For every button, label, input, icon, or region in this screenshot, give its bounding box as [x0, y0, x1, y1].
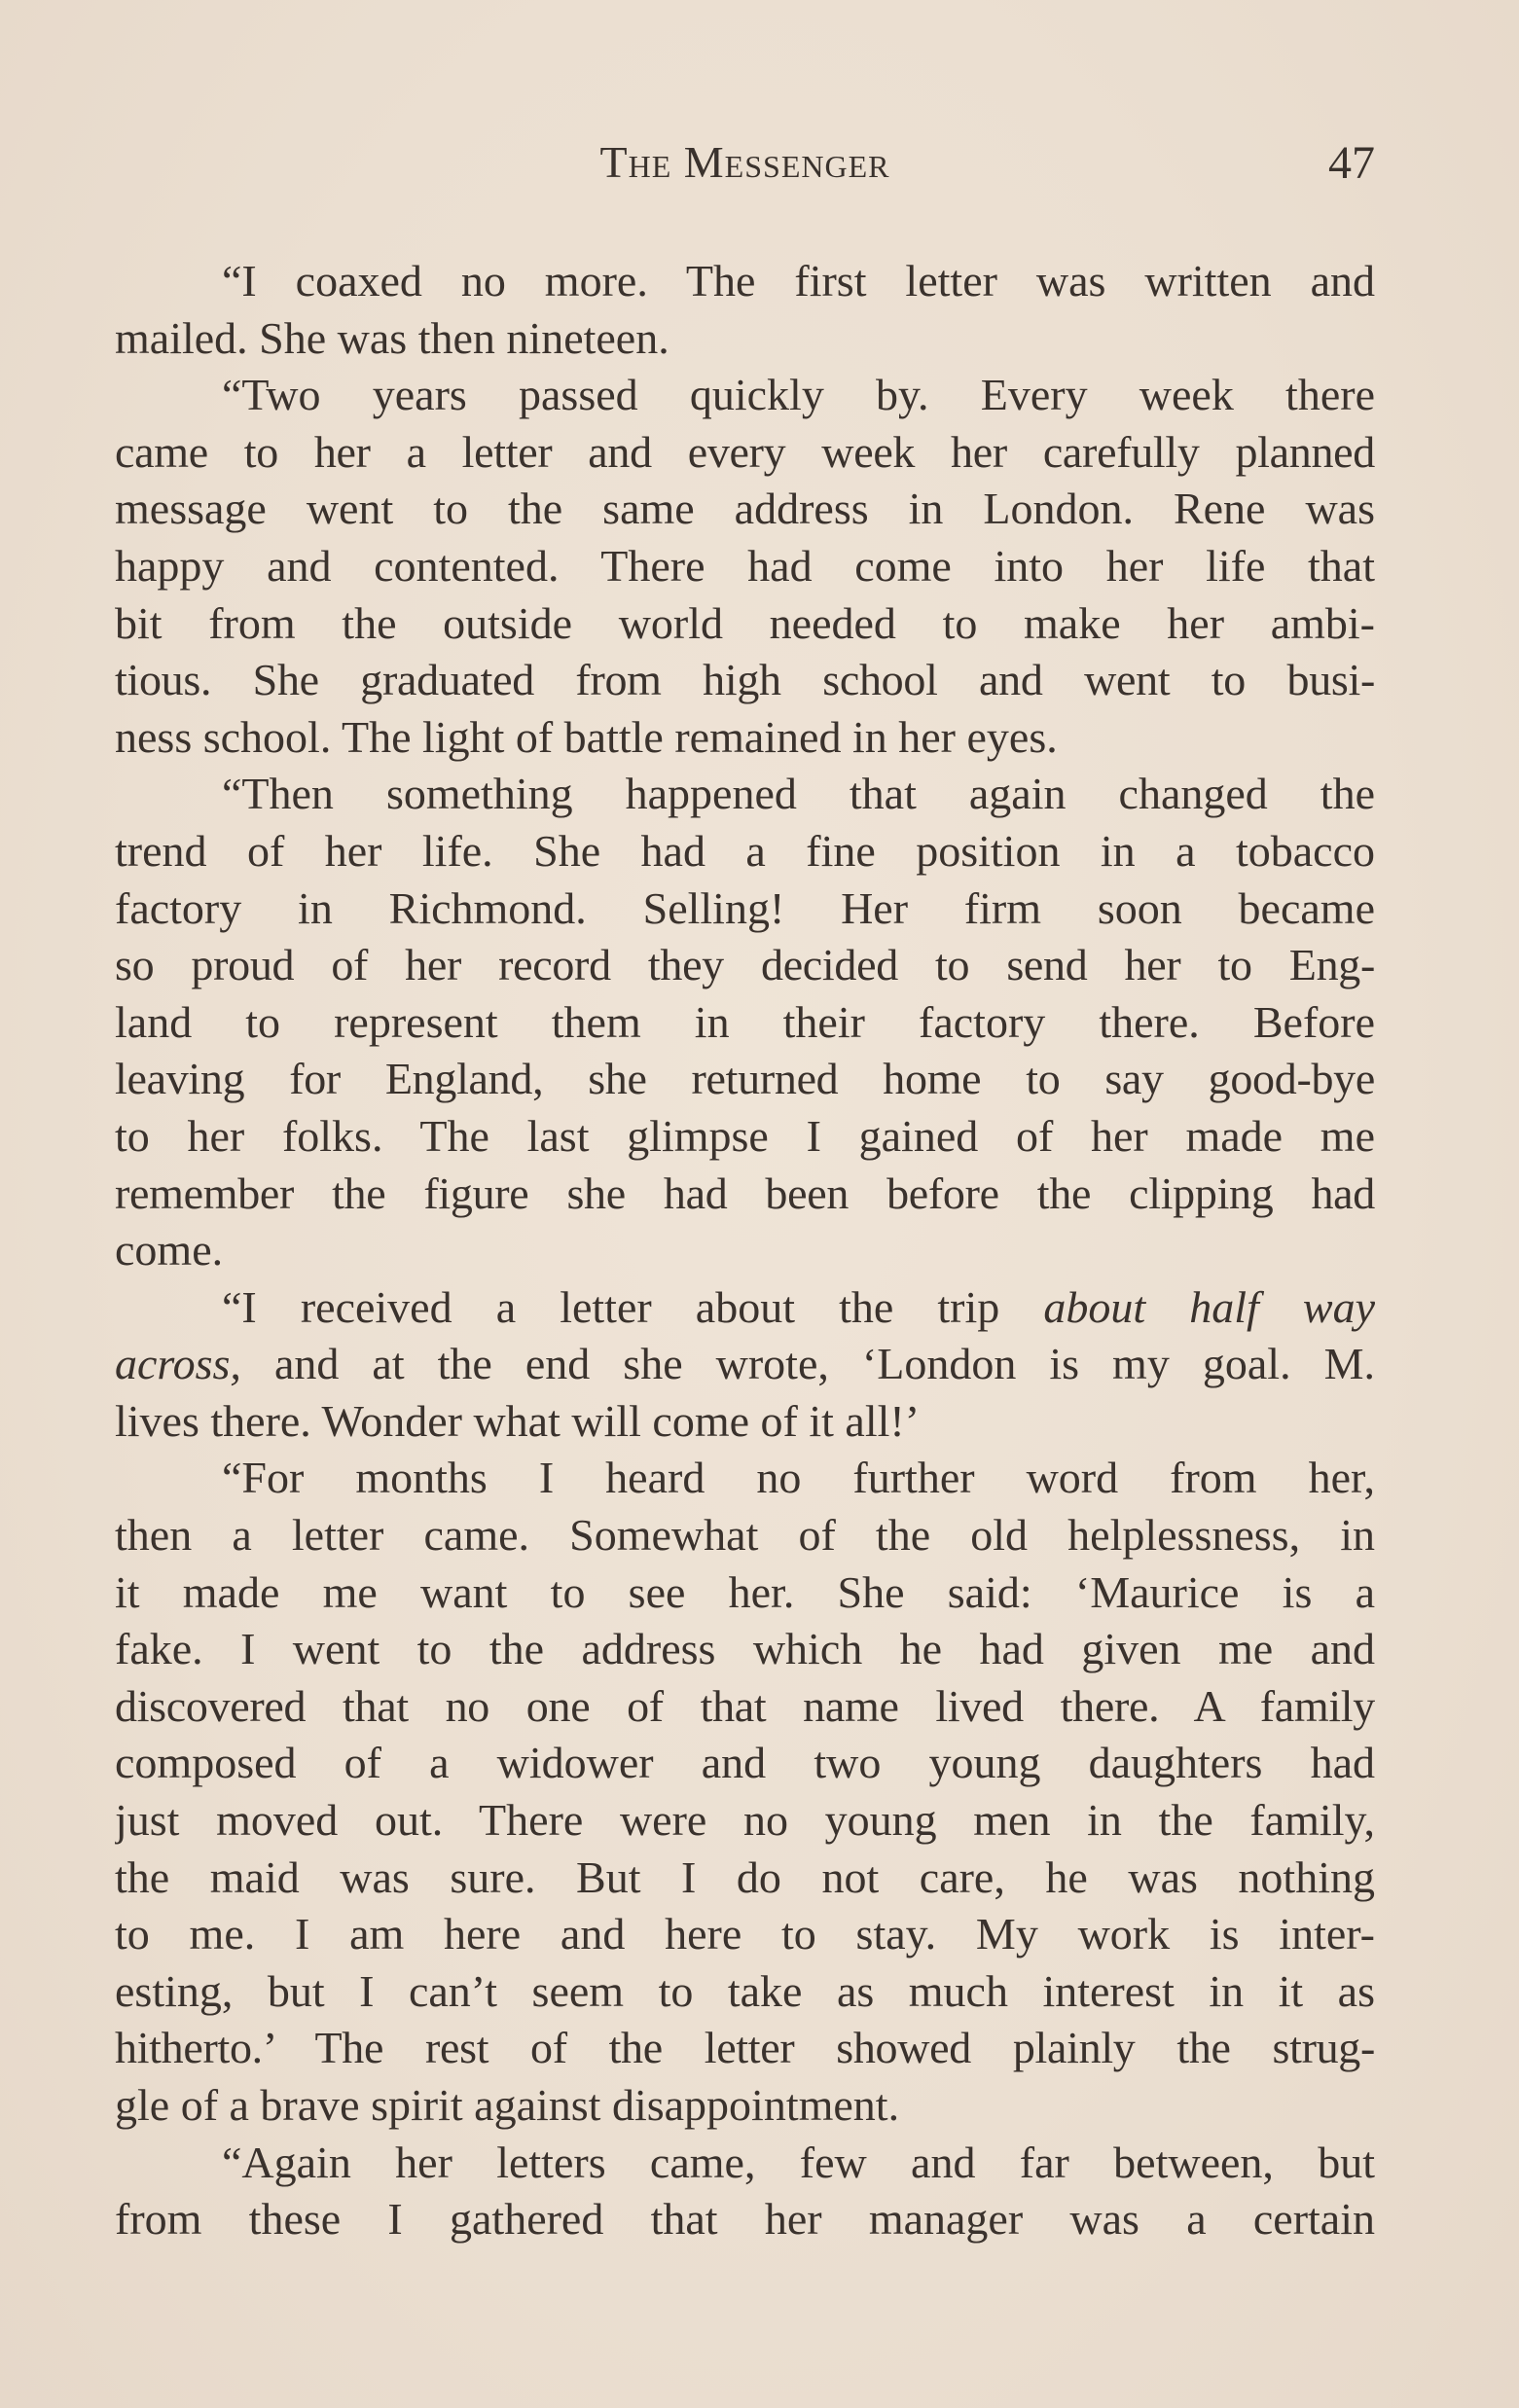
text-line: the maid was sure. But I do not care, he was nothing — [115, 1851, 1375, 1902]
text-line: then a letter came. Somewhat of the old helplessness, in — [115, 1510, 1375, 1561]
text-line: from these I gathered that her manager was a certain — [115, 2194, 1375, 2245]
text-line: lives there. Wonder what will come of it all!’ — [115, 1395, 921, 1446]
text-line: “Two years passed quickly by. Every week there — [222, 370, 1375, 420]
text-line: leaving for England, she returned home to say good-bye — [115, 1054, 1375, 1104]
text-line: just moved out. There were no young men in the family, — [115, 1795, 1375, 1846]
text-line: so proud of her record they decided to send her to Eng- — [115, 940, 1375, 990]
running-title: The Messenger — [599, 137, 890, 187]
text-line-segment: and at the end she wrote, ‘London is my goal. M. — [240, 1339, 1375, 1389]
text-line: to me. I am here and here to stay. My work is inter- — [115, 1909, 1375, 1959]
text-line: came to her a letter and every week her carefully planned — [115, 426, 1375, 477]
running-head — [115, 136, 1375, 195]
text-line: happy and contented. There had come into her life that — [115, 540, 1375, 591]
text-line: remember the figure she had been before the clipping had — [115, 1168, 1375, 1218]
text-line: tious. She graduated from high school and went to busi- — [115, 655, 1375, 705]
text-line: come. — [115, 1225, 224, 1276]
text-line: composed of a widower and two young daughters had — [115, 1738, 1375, 1788]
body-text — [115, 253, 1375, 2248]
text-line: bit from the outside world needed to make her ambi- — [115, 597, 1375, 648]
text-line: hitherto.’ The rest of the letter showed plainly the strug- — [115, 2023, 1375, 2073]
text-line: fake. I went to the address which he had given me and — [115, 1624, 1375, 1674]
text-line: land to represent them in their factory there. Before — [115, 996, 1375, 1047]
text-line — [115, 1279, 1375, 1337]
text-line: discovered that no one of that name lived there. A family — [115, 1680, 1375, 1731]
text-line: “Then something happened that again changed the — [222, 769, 1375, 819]
text-line: mailed. She was then nineteen. — [115, 312, 669, 363]
text-line: factory in Richmond. Selling! Her firm soon became — [115, 882, 1375, 933]
text-line: “I coaxed no more. The first letter was written and — [222, 256, 1375, 305]
page-number: 47 — [1328, 137, 1375, 189]
italic-text: across, — [115, 1339, 241, 1389]
text-line: it made me want to see her. She said: ‘Maurice is a — [115, 1566, 1375, 1617]
text-line: “Again her letters came, few and far between, but — [222, 2137, 1375, 2187]
italic-text: about half way — [1043, 1281, 1375, 1332]
text-line: message went to the same address in London. Rene was — [115, 484, 1375, 534]
text-line — [115, 1336, 1375, 1393]
text-line: esting, but I can’t seem to take as much interest in it as — [115, 1965, 1375, 2016]
text-line-segment: “I received a letter about the trip — [222, 1281, 1044, 1332]
text-line: “For months I heard no further word from her, — [222, 1453, 1375, 1503]
text-line: trend of her life. She had a fine position in a tobacco — [115, 825, 1375, 876]
text-line: to her folks. The last glimpse I gained of her made me — [115, 1110, 1375, 1161]
text-line: ness school. The light of battle remained in her eyes. — [115, 711, 1058, 762]
text-line: gle of a brave spirit against disappointment. — [115, 2080, 900, 2130]
